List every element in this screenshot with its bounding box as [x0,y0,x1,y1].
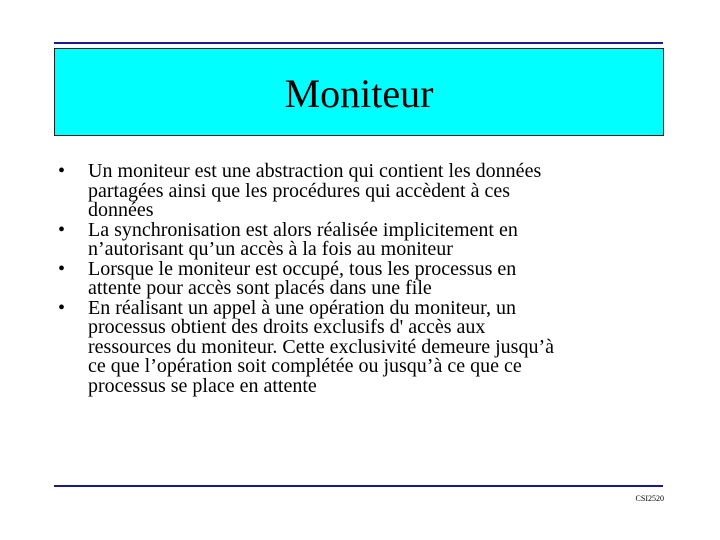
bullet-marker: • [58,257,66,280]
bullet-line: Lorsque le moniteur est occupé, tous les processus en [88,257,517,280]
bullet-line: partagées ainsi que les procédures qui accèdent à ces [88,179,511,202]
bullet-line: Un moniteur est une abstraction qui contient les données [88,160,542,182]
bullet-line: En réalisant un appel à une opération du moniteur, un [88,296,516,319]
bullet-line: processus obtient des droits exclusifs d' accès aux [88,316,486,338]
bullet-item-1 [58,162,668,221]
bullet-line: ce que l’opération soit complétée ou jusqu’à ce que ce [88,355,522,377]
title-banner [54,48,664,136]
bullet-line: attente pour accès sont placés dans une file [88,277,432,299]
slide-title: Moniteur [284,71,434,116]
bullet-item-2 [58,218,668,260]
top-divider [54,42,663,44]
bullet-marker: • [58,296,66,319]
bullet-line: ressources du moniteur. Cette exclusivité demeure jusqu’à [88,335,554,358]
footer-course-code: CSI2520 [635,494,664,503]
bullet-list [58,162,668,396]
bullet-item-3 [58,257,668,299]
bullet-line: n’autorisant qu’un accès à la fois au moniteur [88,238,453,260]
bullet-marker: • [58,218,66,241]
bullet-line: La synchronisation est alors réalisée implicitement en [88,218,518,241]
bullet-marker: • [58,160,66,182]
bullet-line: processus se place en attente [88,374,317,397]
bottom-divider [54,485,663,487]
bullet-item-4 [58,296,668,397]
bullet-line: données [88,199,154,221]
